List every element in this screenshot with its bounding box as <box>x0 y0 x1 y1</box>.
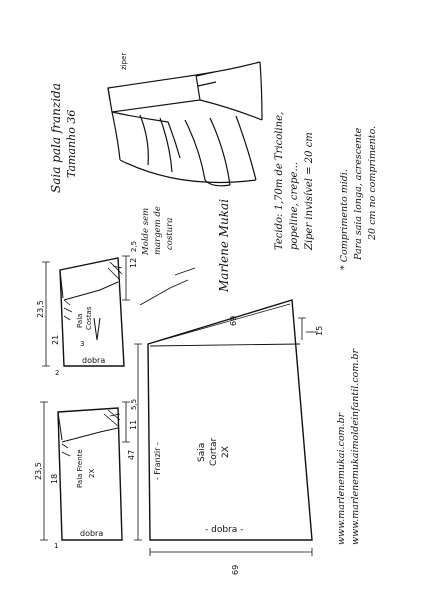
svg-text:21: 21 <box>51 334 60 345</box>
svg-text:Pala: Pala <box>76 313 84 328</box>
front-yoke-labels <box>34 399 138 550</box>
zipper-note: Ziper invisível = 20 cm <box>304 132 315 250</box>
svg-text:23,5: 23,5 <box>36 300 45 318</box>
back-yoke-labels <box>36 241 138 377</box>
notes-block <box>141 112 378 293</box>
svg-text:18: 18 <box>50 473 59 484</box>
svg-text:69: 69 <box>229 315 238 326</box>
zipper-label: ziper <box>120 52 128 70</box>
svg-text:11: 11 <box>129 419 138 430</box>
length-note-1: * Comprimento midi. <box>339 169 350 270</box>
svg-text:69: 69 <box>231 564 240 575</box>
pattern-title: Saia pala franzida <box>49 83 63 193</box>
svg-text:Cortar: Cortar <box>209 437 219 466</box>
length-note-2: Para saia longa, acrescente <box>353 127 364 260</box>
svg-text:3: 3 <box>80 340 85 348</box>
footer-block <box>336 348 361 545</box>
skirt-illustration <box>108 62 262 186</box>
no-seam-note-2: margem de <box>153 206 163 255</box>
header-block <box>49 53 128 193</box>
svg-text:2X: 2X <box>221 446 231 458</box>
designer-signature: Marlene Mukai <box>217 198 231 292</box>
no-seam-note-3: costura <box>165 217 175 250</box>
website-url-2: www.marlenemukaimoldeinfantil.com.br <box>350 348 361 545</box>
fabric-note-2: popeline, crepe... <box>289 161 300 250</box>
back-yoke-fold: dobra <box>82 356 106 365</box>
svg-text:2X: 2X <box>88 468 96 478</box>
svg-text:47: 47 <box>127 449 136 460</box>
svg-text:23,5: 23,5 <box>34 462 43 480</box>
svg-text:Pala Frente: Pala Frente <box>76 449 84 488</box>
front-yoke-piece <box>40 402 130 540</box>
pattern-size: Tamanho 36 <box>65 109 78 178</box>
svg-text:2: 2 <box>55 369 60 377</box>
skirt-piece <box>134 268 318 556</box>
svg-text:15: 15 <box>315 325 324 336</box>
skirt-labels <box>127 316 324 575</box>
svg-text:Costas: Costas <box>85 306 93 330</box>
length-note-3: 20 cm no comprimento. <box>367 125 378 240</box>
website-url-1: www.marlenemukai.com.br <box>336 412 347 545</box>
svg-text:1: 1 <box>54 542 59 550</box>
front-yoke-fold: dobra <box>80 529 104 538</box>
skirt-gather: - Franzir - <box>153 442 162 480</box>
svg-text:Saia: Saia <box>197 442 207 462</box>
svg-text:5,5: 5,5 <box>130 398 138 410</box>
fabric-note-1: Tecido: 1,70m de Tricoline, <box>274 111 285 250</box>
skirt-fold: - dobra - <box>205 525 244 535</box>
svg-text:2,5: 2,5 <box>130 240 138 252</box>
svg-text:12: 12 <box>129 257 138 268</box>
no-seam-note-1: Molde sem <box>141 207 151 255</box>
